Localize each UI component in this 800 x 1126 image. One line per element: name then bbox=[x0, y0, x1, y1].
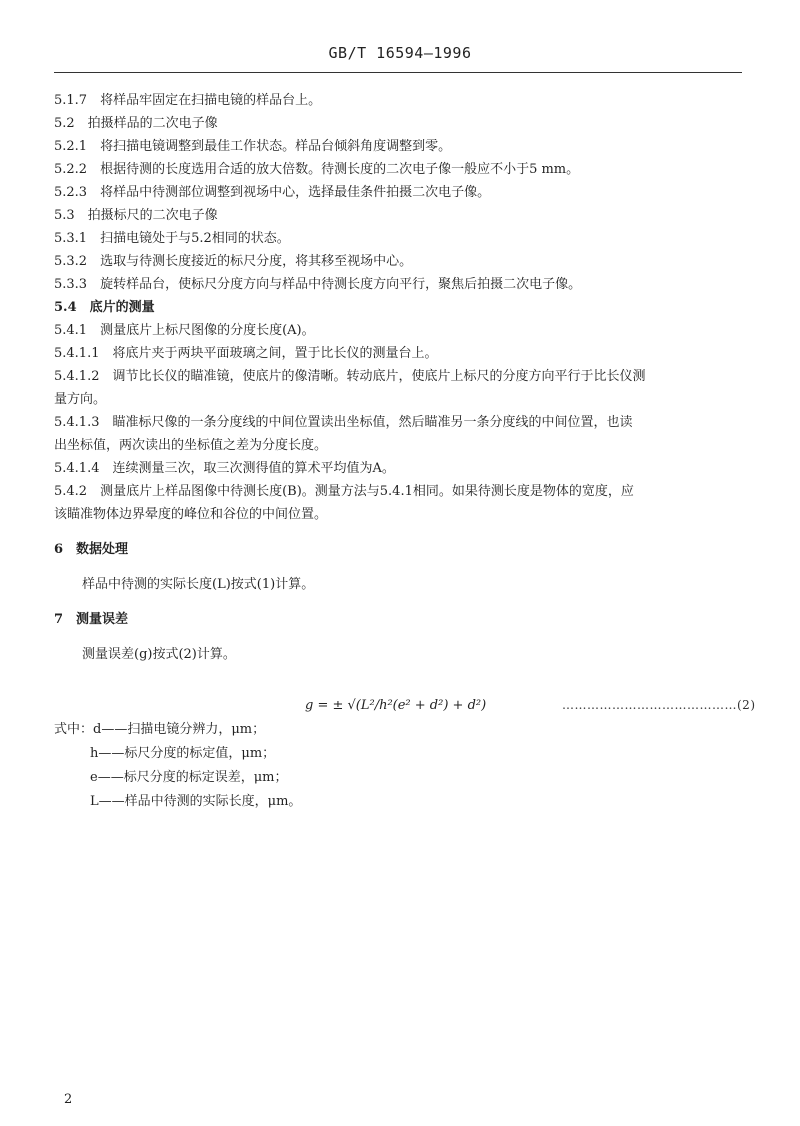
para-5-4-1-2-cont: 量方向。 bbox=[54, 392, 107, 407]
heading-5-2: 5.2 拍摄样品的二次电子像 bbox=[54, 116, 218, 131]
heading-5-3: 5.3 拍摄标尺的二次电子像 bbox=[54, 208, 218, 223]
para-5-4-1-4: 5.4.1.4 连续测量三次，取三次测得值的算术平均值为A。 bbox=[54, 461, 395, 476]
where-intro: 式中：d——扫描电镜分辨力，μm； bbox=[54, 722, 266, 737]
para-5-2-3: 5.2.3 将样品中待测部位调整到视场中心，选择最佳条件拍摄二次电子像。 bbox=[54, 185, 491, 200]
para-5-4-1-3-cont: 出坐标值，两次读出的坐标值之差为分度长度。 bbox=[54, 438, 328, 453]
para-5-3-1: 5.3.1 扫描电镜处于与5.2相同的状态。 bbox=[54, 231, 290, 246]
para-5-3-2: 5.3.2 选取与待测长度接近的标尺分度，将其移至视场中心。 bbox=[54, 254, 413, 269]
page-number: 2 bbox=[64, 1092, 73, 1107]
heading-section-7: 7 测量误差 bbox=[54, 612, 129, 627]
where-item-e: e——标尺分度的标定误差，μm； bbox=[90, 770, 288, 785]
section-7-text: 测量误差(g)按式(2)计算。 bbox=[82, 647, 236, 662]
heading-5-4: 5.4 底片的测量 bbox=[54, 300, 155, 315]
para-5-4-2-cont: 该瞄准物体边界晕度的峰位和谷位的中间位置。 bbox=[54, 507, 328, 522]
section-6-text: 样品中待测的实际长度(L)按式(1)计算。 bbox=[82, 577, 315, 592]
where-item-h: h——标尺分度的标定值，μm； bbox=[90, 746, 276, 761]
formula-number: ……………………………………(2) bbox=[562, 698, 756, 712]
para-5-3-3: 5.3.3 旋转样品台，使标尺分度方向与样品中待测长度方向平行，聚焦后拍摄二次电子像。 bbox=[54, 277, 582, 292]
para-5-4-1: 5.4.1 测量底片上标尺图像的分度长度(A)。 bbox=[54, 323, 315, 338]
para-5-2-2: 5.2.2 根据待测的长度选用合适的放大倍数。待测长度的二次电子像一般应不小于5 mm。 bbox=[54, 162, 580, 177]
para-5-1-7: 5.1.7 将样品牢固定在扫描电镜的样品台上。 bbox=[54, 93, 322, 108]
page-header: GB/T 16594—1996 bbox=[328, 44, 472, 62]
header-rule bbox=[54, 72, 742, 73]
para-5-4-1-1: 5.4.1.1 将底片夹于两块平面玻璃之间，置于比长仪的测量台上。 bbox=[54, 346, 438, 361]
error-formula: g = ± √(L²/h²(e² + d²) + d²) bbox=[305, 698, 487, 713]
para-5-2-1: 5.2.1 将扫描电镜调整到最佳工作状态。样品台倾斜角度调整到零。 bbox=[54, 139, 452, 154]
para-5-4-1-3: 5.4.1.3 瞄准标尺像的一条分度线的中间位置读出坐标值，然后瞄准另一条分度线的中间位置，也读 bbox=[54, 415, 633, 430]
where-item-l: L——样品中待测的实际长度，μm。 bbox=[90, 794, 302, 809]
para-5-4-1-2: 5.4.1.2 调节比长仪的瞄准镜，使底片的像清晰。转动底片，使底片上标尺的分度方向平行于比长仪测 bbox=[54, 369, 646, 384]
heading-section-6: 6 数据处理 bbox=[54, 542, 129, 557]
para-5-4-2: 5.4.2 测量底片上样品图像中待测长度(B)。测量方法与5.4.1相同。如果待测长度是物体的宽度，应 bbox=[54, 484, 634, 499]
